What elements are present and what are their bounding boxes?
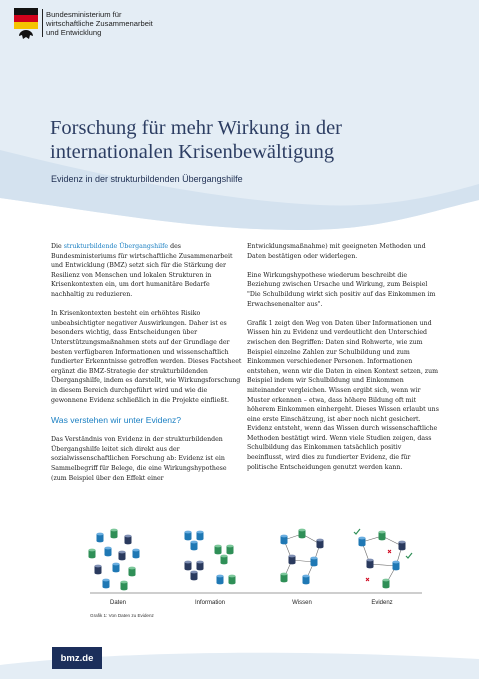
section-heading-evidence: Was verstehen wir unter Evidenz? [51,414,182,425]
check-icon [354,529,360,534]
evidence-paragraph: Das Verständnis von Evidenz in der strukturbildenden Übergangshilfe leitet sich direkt aus der sozialwissenschaftlichen Forschung ab: Evidenz ist ein Sammelbegriff für Belege, die eine Wirkungshypothese (zum Beispiel über den Effekt einer [51,436,227,482]
stage-label-data: Daten [109,600,127,606]
hypothesis-paragraph: Eine Wirkungshypothese wiederum beschreibt die Beziehung zwischen Ursache und Wirkung, zum Beispiel "Die Schulbildung wirkt sich positiv auf das Einkommen im Erwachsenenalter aus". [247,271,436,308]
page-subtitle: Evidenz in der strukturbildenden Übergangshilfe [51,174,243,184]
bmz-website-badge[interactable]: bmz.de [52,647,102,669]
check-icon [406,553,412,558]
ministry-name: Bundesministerium für wirtschaftliche Zusammenarbeit und Entwicklung [46,10,153,37]
evidence-stage-icons [354,529,412,588]
left-column [51,242,243,483]
data-to-evidence-diagram [70,520,430,610]
page-title: Forschung für mehr Wirkung in der internationalen Krisenbewältigung [50,117,343,163]
information-stage-icons [185,531,236,585]
stage-label-evidence: Evidenz [371,600,393,606]
cross-icon [388,550,391,553]
stage-label-information: Information [194,600,226,606]
federal-eagle-logo [14,8,38,42]
figure-explanation-paragraph: Grafik 1 zeigt den Weg von Daten über Informationen und Wissen hin zu Evidenz und verdeutlicht den Unterschied zwischen den Begriffen: Daten sind Rohwerte, wie zum Beispiel einzelne Zahlen zur Schulbildung und zum Einkommen verschiedener Personen. Informationen entstehen, wenn wir die Daten in einen Kontext setzen, zum Beispiel indem wir Schulbildung und Einkommen miteinander vergleichen. Wissen ergibt sich, wenn wir Muster erkennen – etwa, dass höhere Bildung oft mit höherem Einkommen einhergeht. Dieses Wissen erlaubt uns eine erste Einschätzung, ist aber noch nicht gesichert. Evidenz entsteht, wenn das Wissen durch wissenschaftliche Methoden bestätigt wird. Wenn viele Studien zeigen, dass Schulbildung das Einkommen tatsächlich positiv beeinflusst, wird dies zu fundierter Evidenz, die für politische Entscheidungen genutzt werden kann. [247,319,439,471]
stage-label-knowledge: Wissen [292,600,312,606]
risk-paragraph: In Krisenkontexten besteht ein erhöhtes Risiko unbeabsichtigter negativer Auswirkungen. Daher ist es besonders wichtig, dass Entscheidungen über Unterstützungsmaßnahmen stets auf der Grundlage der besten verfügbaren Informationen und wissenschaftlich fundierter Erkenntnisse getroffen werden. Dieses Factsheet ergänzt die BMZ-Strategie der strukturbildenden Übergangshilfe, indem es darstellt, wie Wirkungsforschung in diesem Bereich durchgeführt wird und wie die gewonnene Evidenz schließlich in die Projekte einfließt. [51,310,242,404]
right-column [247,242,439,472]
intro-paragraph: Die strukturbildende Übergangshilfe des Bundesministeriums für wirtschaftliche Zusammenarbeit und Entwicklung (BMZ) setzt sich für die Stärkung der Resilienz von Menschen und lokalen Strukturen in Krisenkontexten ein, um dort humanitäre Bedarfe nachhaltig zu reduzieren. [51,243,233,298]
knowledge-stage-icons [281,529,324,585]
figure-caption: Grafik 1: Von Daten zu Evidenz [90,613,154,618]
data-stage-icons [89,529,140,591]
highlighted-link[interactable]: strukturbildende Übergangshilfe [63,243,169,250]
cross-icon [366,578,369,581]
continued-paragraph: Entwicklungsmaßnahme) mit geeigneten Methoden und Daten bestätigen oder widerlegen. [247,243,426,260]
logo-divider [42,9,43,37]
